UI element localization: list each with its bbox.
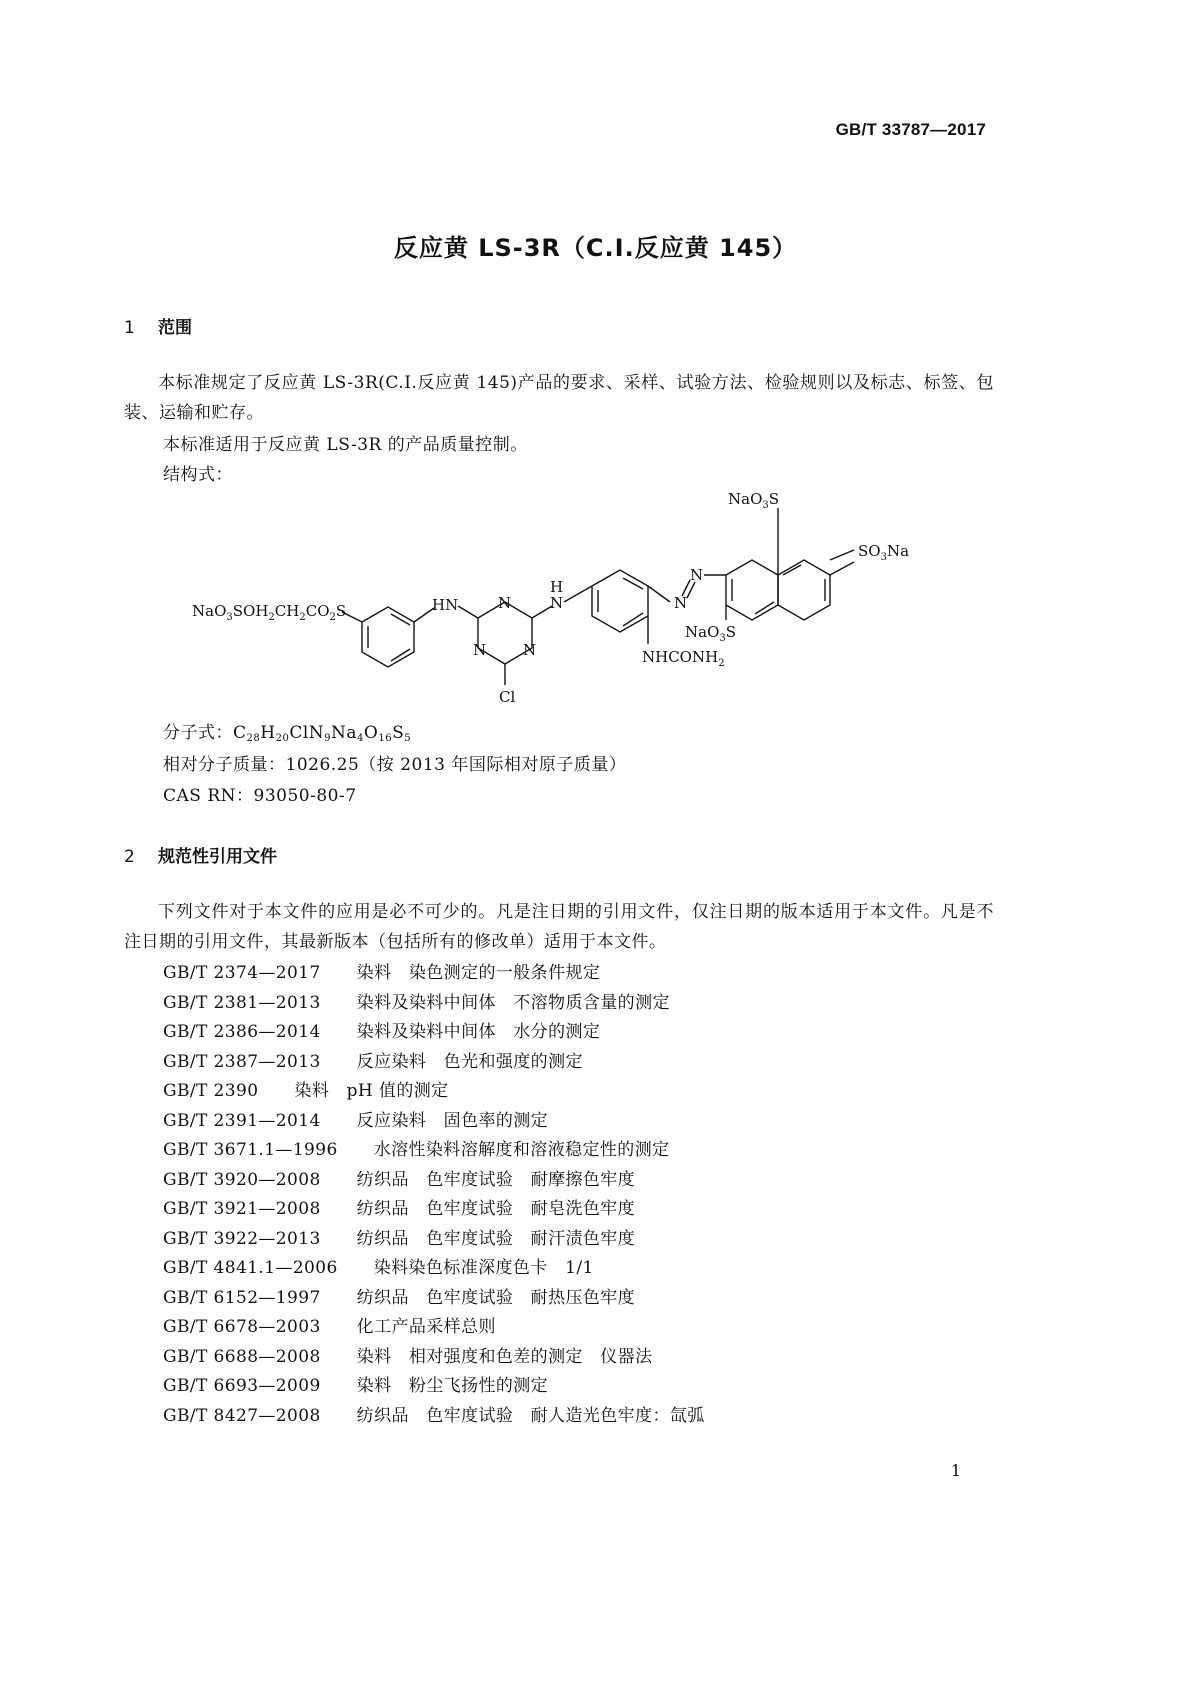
benzene-ring-1 <box>362 607 414 667</box>
reference-code: GB/T 8427—2008 <box>163 1405 321 1426</box>
section-1-number: 1 <box>124 318 135 338</box>
chemical-structure-diagram <box>180 480 940 710</box>
reference-item <box>163 1106 548 1131</box>
reference-item <box>163 1047 583 1072</box>
reference-code: GB/T 2387—2013 <box>163 1051 321 1072</box>
structure-label-nhconh2: $NHCONH_2$ <box>642 648 725 669</box>
reference-code: GB/T 6152—1997 <box>163 1287 321 1308</box>
reference-item <box>163 1076 449 1101</box>
svg-text:N: N <box>523 641 537 659</box>
svg-text:N: N <box>498 594 512 612</box>
benzene-ring-2 <box>592 570 648 632</box>
reference-item <box>163 1017 600 1042</box>
svg-text:N: N <box>473 641 487 659</box>
reference-title: 纺织品 色牢度试验 耐皂洗色牢度 <box>356 1199 636 1219</box>
reference-code: GB/T 2381—2013 <box>163 992 321 1013</box>
mass-value: 1026.25（按 2013 年国际相对原子质量） <box>285 755 627 775</box>
reference-code: GB/T 2391—2014 <box>163 1110 321 1131</box>
reference-code: GB/T 6678—2003 <box>163 1317 321 1337</box>
reference-code: GB/T 2390 <box>163 1081 259 1101</box>
section-1-heading <box>124 313 192 338</box>
naphthalene-ring-right <box>778 560 830 620</box>
structure-label-naso3-lower: NaO$_3$S <box>685 623 737 644</box>
structure-label-left-chain: $NaO_3SOH_2CH_2CO_2S$ <box>192 602 347 623</box>
cas-value: 93050-80-7 <box>253 786 357 806</box>
structure-label-n: N <box>550 594 564 612</box>
reference-title: 纺织品 色牢度试验 耐汗渍色牢度 <box>356 1228 636 1249</box>
structure-label: 结构式： <box>163 465 233 485</box>
section-2-heading <box>124 842 277 867</box>
cas-label: CAS RN： <box>163 786 254 806</box>
reference-title: 水溶性染料溶解度和溶液稳定性的测定 <box>373 1140 670 1160</box>
section-1-para-2: 本标准适用于反应黄 LS-3R 的产品质量控制。 <box>163 435 528 455</box>
reference-title: 染料 染色测定的一般条件规定 <box>356 963 601 983</box>
standard-number: GB/T 33787—2017 <box>835 120 986 139</box>
reference-item <box>163 1224 635 1249</box>
reference-item <box>163 958 600 983</box>
reference-title: 反应染料 固色率的测定 <box>356 1110 549 1131</box>
reference-item <box>163 1253 594 1278</box>
svg-text:N: N <box>674 594 688 612</box>
formula-label: 分子式： <box>163 723 233 743</box>
molecular-formula <box>163 718 411 744</box>
section-1-title: 范围 <box>158 318 192 338</box>
mass-label: 相对分子质量： <box>163 755 286 775</box>
reference-item <box>163 1371 548 1396</box>
molecular-mass <box>163 750 626 775</box>
reference-code: GB/T 6688—2008 <box>163 1346 321 1367</box>
reference-code: GB/T 6693—2009 <box>163 1376 321 1396</box>
structure-label-n-right: N <box>690 566 704 584</box>
reference-title: 化工产品采样总则 <box>356 1317 496 1337</box>
structure-label-cl: Cl <box>499 688 516 706</box>
section-2-intro: 下列文件对于本文件的应用是必不可少的。凡是注日期的引用文件，仅注日期的版本适用于本文件。凡是不注日期的引用文件，其最新版本（包括所有的修改单）适用于本文件。 <box>124 902 994 952</box>
reference-item <box>163 1312 496 1337</box>
page-number: 1 <box>950 1461 961 1480</box>
reference-code: GB/T 2386—2014 <box>163 1022 321 1042</box>
reference-code: GB/T 3921—2008 <box>163 1199 321 1219</box>
reference-title: 反应染料 色光和强度的测定 <box>356 1051 583 1072</box>
reference-code: GB/T 2374—2017 <box>163 963 321 983</box>
reference-title: 染料 pH 值的测定 <box>294 1081 449 1101</box>
reference-title: 染料染色标准深度色卡 1/1 <box>373 1258 594 1278</box>
reference-code: GB/T 3671.1—1996 <box>163 1140 338 1160</box>
structure-label-so3na-right: $SO_3Na$ <box>858 542 910 563</box>
reference-item <box>163 1342 652 1367</box>
reference-item <box>163 1283 635 1308</box>
cas-number <box>163 781 357 806</box>
reference-item <box>163 1401 705 1426</box>
reference-code: GB/T 4841.1—2006 <box>163 1258 338 1278</box>
structure-label-naso3-top: NaO$_3$S <box>728 490 780 511</box>
reference-title: 纺织品 色牢度试验 耐人造光色牢度：氙弧 <box>356 1405 705 1426</box>
reference-title: 染料 粉尘飞扬性的测定 <box>356 1376 549 1396</box>
section-2-title: 规范性引用文件 <box>158 847 277 867</box>
reference-item <box>163 1165 635 1190</box>
section-1-para-1: 本标准规定了反应黄 LS-3R(C.I.反应黄 145)产品的要求、采样、试验方法、检验规则以及标志、标签、包装、运输和贮存。 <box>124 373 994 423</box>
reference-title: 染料及染料中间体 水分的测定 <box>356 1022 601 1042</box>
reference-item <box>163 988 670 1013</box>
reference-item <box>163 1194 635 1219</box>
structure-label-hn: HN <box>432 596 459 614</box>
reference-code: GB/T 3920—2008 <box>163 1169 321 1190</box>
reference-title: 纺织品 色牢度试验 耐热压色牢度 <box>356 1287 636 1308</box>
section-2-number: 2 <box>124 847 135 867</box>
document-title: 反应黄 LS-3R（C.I.反应黄 145） <box>393 234 798 262</box>
structure-label-h-top: H <box>550 578 564 596</box>
reference-title: 染料及染料中间体 不溶物质含量的测定 <box>356 992 670 1013</box>
reference-code: GB/T 3922—2013 <box>163 1228 321 1249</box>
reference-title: 染料 相对强度和色差的测定 仪器法 <box>356 1346 653 1367</box>
reference-title: 纺织品 色牢度试验 耐摩擦色牢度 <box>356 1169 636 1190</box>
formula-value: $C_{28}H_{20}ClN_9Na_4O_{16}S_5$ <box>233 723 412 744</box>
naphthalene-ring-left <box>726 560 778 620</box>
reference-item <box>163 1135 670 1160</box>
